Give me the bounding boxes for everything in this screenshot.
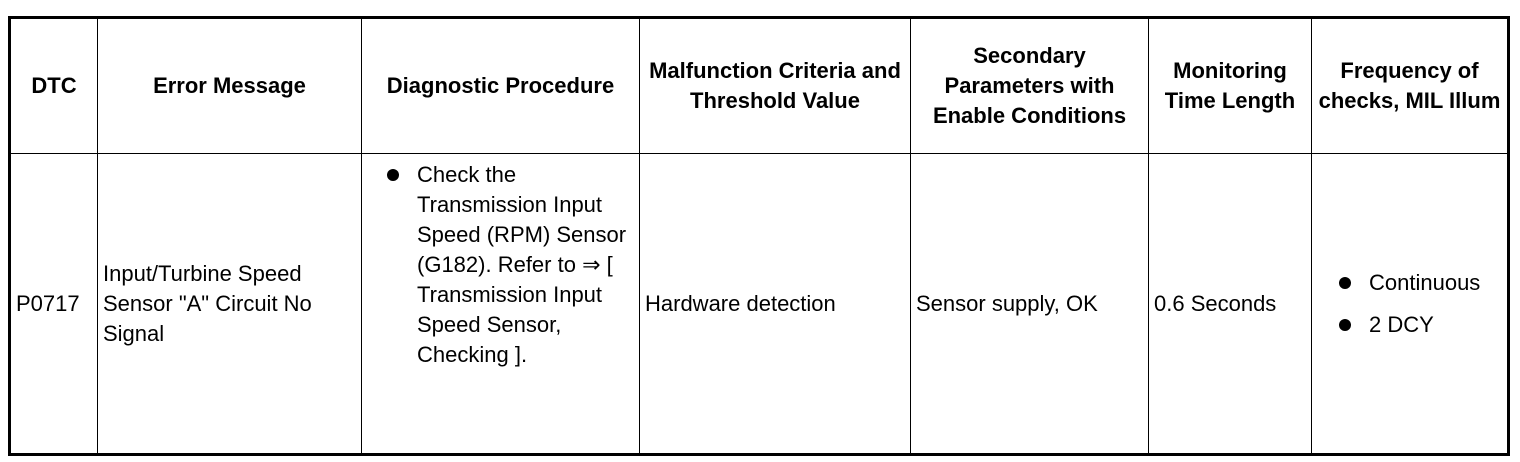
header-error-message: Error Message (98, 18, 362, 154)
header-monitoring-time: Monitoring Time Length (1149, 18, 1312, 154)
procedure-list (367, 160, 634, 370)
header-frequency: Frequency of checks, MIL Illum (1312, 18, 1509, 154)
dtc-table (8, 16, 1510, 456)
frequency-item-continuous: Continuous (1317, 268, 1502, 298)
cell-error-message: Input/Turbine Speed Sensor "A" Circuit No Signal (98, 154, 362, 455)
procedure-step: Check the Transmission Input Speed (RPM) Sensor (G182). Refer to ⇒ [ Transmission Input Speed Sensor, Checking ]. (367, 160, 634, 370)
header-secondary-parameters: Secondary Parameters with Enable Conditions (911, 18, 1149, 154)
header-malfunction-criteria: Malfunction Criteria and Threshold Value (640, 18, 911, 154)
header-dtc: DTC (10, 18, 98, 154)
cell-diagnostic-procedure (362, 154, 640, 455)
cell-frequency (1312, 154, 1509, 455)
frequency-item-dcy: 2 DCY (1317, 310, 1502, 340)
header-row (10, 18, 1509, 154)
table-row (10, 154, 1509, 455)
cell-dtc: P0717 (10, 154, 98, 455)
frequency-list (1317, 268, 1502, 340)
cell-monitoring-time: 0.6 Seconds (1149, 154, 1312, 455)
header-diagnostic-procedure: Diagnostic Procedure (362, 18, 640, 154)
cell-malfunction-criteria: Hardware detection (640, 154, 911, 455)
cell-secondary-parameters: Sensor supply, OK (911, 154, 1149, 455)
